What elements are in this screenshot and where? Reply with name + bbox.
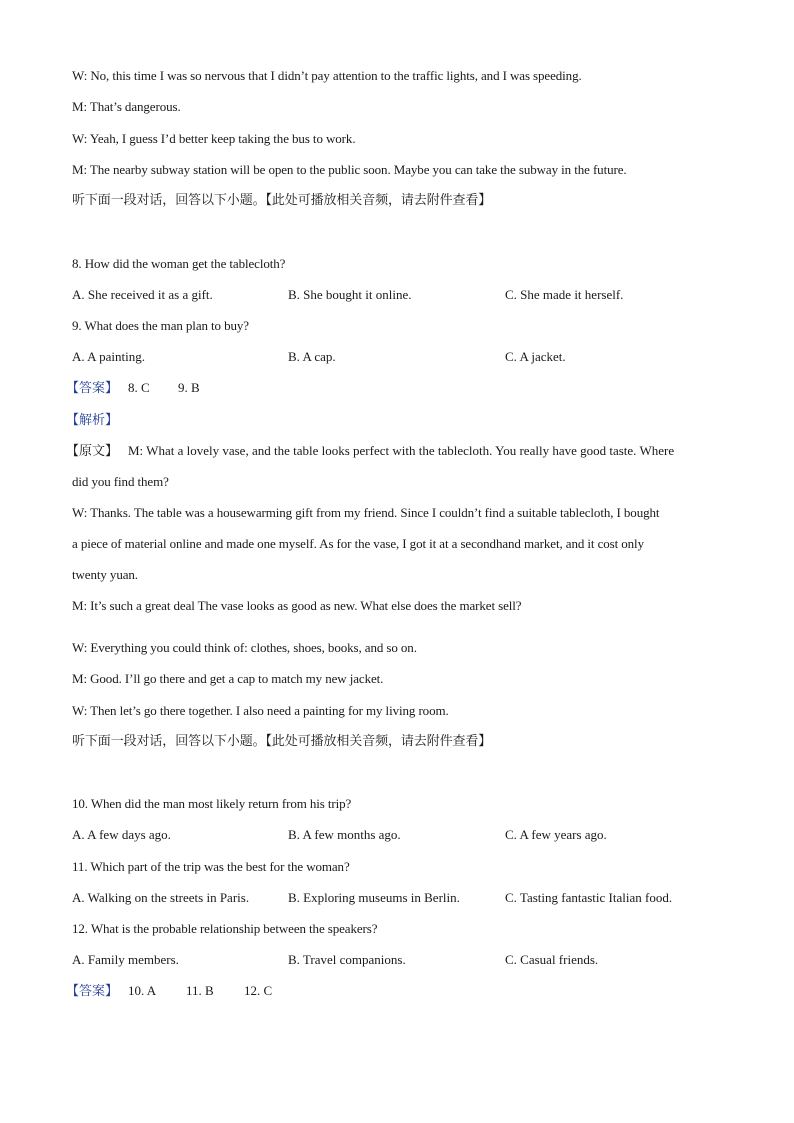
- option-12b: B. Travel companions.: [288, 952, 406, 967]
- answer-tag: 【答案】: [66, 381, 119, 396]
- transcript-tag-line: [66, 443, 119, 460]
- transcript-line: twenty yuan.: [72, 567, 138, 582]
- option-8a: A. She received it as a gift.: [72, 287, 213, 302]
- option-8c: C. She made it herself.: [505, 287, 624, 302]
- transcript-line: a piece of material online and made one myself. As for the vase, I got it at a secondhand market, and it cost only: [72, 536, 644, 551]
- answer-tag: 【答案】: [66, 984, 119, 999]
- option-12a: A. Family members.: [72, 952, 179, 967]
- answer-heading: [66, 380, 119, 397]
- dialogue-line: W: No, this time I was so nervous that I didn’t pay attention to the traffic lights, and I was speeding.: [72, 68, 582, 83]
- answer-11: 11. B: [186, 983, 214, 998]
- question-10: 10. When did the man most likely return from his trip?: [72, 796, 352, 811]
- option-11a: A. Walking on the streets in Paris.: [72, 890, 250, 905]
- answer-12: 12. C: [244, 983, 273, 998]
- listening-instruction: 听下面一段对话，回答以下小题。【此处可播放相关音频，请去附件查看】: [72, 193, 492, 208]
- transcript-line: W: Thanks. The table was a housewarming gift from my friend. Since I couldn’t find a suitable tablecloth, I bought: [72, 505, 660, 520]
- analysis-tag: 【解析】: [66, 413, 119, 428]
- option-10c: C. A few years ago.: [505, 827, 607, 842]
- transcript-line: M: What a lovely vase, and the table looks perfect with the tablecloth. You really have good taste. Where: [128, 443, 675, 458]
- option-10b: B. A few months ago.: [288, 827, 401, 842]
- dialogue-line: M: The nearby subway station will be open to the public soon. Maybe you can take the subway in the future.: [72, 162, 627, 177]
- answer-10: 10. A: [128, 983, 157, 998]
- option-9c: C. A jacket.: [505, 349, 566, 364]
- transcript-line: M: It’s such a great deal The vase looks as good as new. What else does the market sell?: [72, 598, 522, 613]
- question-12: 12. What is the probable relationship between the speakers?: [72, 921, 378, 936]
- option-11b: B. Exploring museums in Berlin.: [288, 890, 460, 905]
- option-11c: C. Tasting fantastic Italian food.: [505, 890, 673, 905]
- question-11: 11. Which part of the trip was the best for the woman?: [72, 859, 350, 874]
- dialogue-line: W: Yeah, I guess I’d better keep taking the bus to work.: [72, 131, 356, 146]
- option-10a: A. A few days ago.: [72, 827, 171, 842]
- option-9b: B. A cap.: [288, 349, 336, 364]
- transcript-line: W: Everything you could think of: clothes, shoes, books, and so on.: [72, 640, 417, 655]
- answer-8: 8. C: [128, 380, 150, 395]
- transcript-tag: 【原文】: [66, 444, 119, 459]
- option-8b: B. She bought it online.: [288, 287, 412, 302]
- transcript-line: did you find them?: [72, 474, 169, 489]
- option-9a: A. A painting.: [72, 349, 145, 364]
- question-8: 8. How did the woman get the tablecloth?: [72, 256, 286, 271]
- dialogue-line: M: That’s dangerous.: [72, 99, 181, 114]
- answer-heading: [66, 983, 119, 1000]
- option-12c: C. Casual friends.: [505, 952, 599, 967]
- answer-9: 9. B: [178, 380, 200, 395]
- question-9: 9. What does the man plan to buy?: [72, 318, 249, 333]
- listening-instruction: 听下面一段对话，回答以下小题。【此处可播放相关音频，请去附件查看】: [72, 734, 492, 749]
- transcript-line: W: Then let’s go there together. I also need a painting for my living room.: [72, 703, 449, 718]
- transcript-line: M: Good. I’ll go there and get a cap to match my new jacket.: [72, 671, 384, 686]
- analysis-heading: [66, 412, 119, 429]
